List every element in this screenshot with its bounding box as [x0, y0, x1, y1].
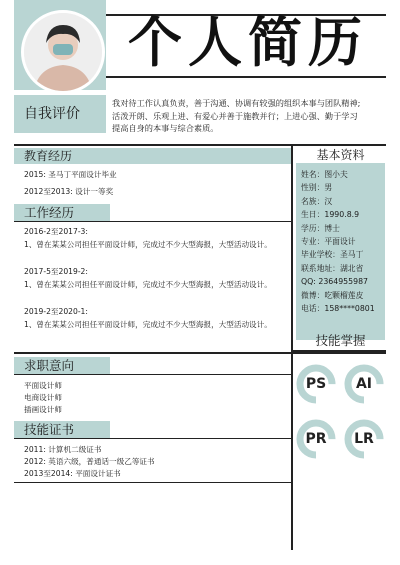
info-row-weibo: 微博：吃颗榴莲皮	[301, 290, 364, 300]
info-row-major: 专业：平面设计	[301, 237, 356, 247]
info-row-name: 姓名：图小夫	[301, 170, 348, 179]
skills-rule	[292, 350, 386, 352]
info-row-birthday: 生日：1990.8.9	[301, 210, 360, 220]
intention-item: 插画设计师	[24, 405, 62, 414]
skills-heading: 技能掌握	[315, 333, 366, 348]
work-desc: 1、曾在某某公司担任平面设计师，完成过不少大型海报，大型活动设计。	[24, 280, 272, 289]
info-row-phone: 电话：158****0801	[301, 304, 375, 314]
info-row-qq: QQ: 2364955987	[301, 277, 368, 287]
education-list	[24, 169, 117, 198]
self-eval-heading: 自我评价	[14, 95, 106, 133]
cert-item: 2011: 计算机二级证书	[24, 445, 102, 454]
intention-item: 电商设计师	[24, 393, 62, 402]
intention-heading: 求职意向	[14, 357, 110, 375]
work-desc: 1、曾在某某公司担任平面设计师，完成过不少大型海报，大型活动设计。	[24, 240, 272, 249]
education-heading-label: 教育经历	[24, 149, 73, 163]
info-row-gender: 性别：男	[301, 183, 333, 193]
info-row-ethnicity: 名族：汉	[301, 196, 333, 206]
education-heading	[14, 148, 291, 164]
info-row-address: 联系地址：湖北省	[301, 263, 364, 273]
skill-badge-ps	[296, 364, 336, 404]
cert-item: 2013至2014: 平面设计证书	[24, 469, 121, 478]
self-eval-text	[112, 97, 384, 135]
page-title: 个人简历	[128, 11, 368, 74]
certs-bottom-rule	[14, 482, 291, 483]
self-eval-line: 我对待工作认真负责，善于沟通、协调有较强的组织本事与团队精神;	[112, 98, 361, 108]
avatar	[21, 10, 105, 94]
self-eval-line: 提高自身的本事与综合素质。	[112, 123, 219, 133]
skill-badge-pr	[296, 419, 336, 459]
skill-label: PS	[305, 376, 327, 392]
intention-list	[24, 380, 62, 416]
basic-info-panel	[296, 163, 385, 340]
certs-list	[24, 444, 155, 480]
skill-badge-lr	[344, 419, 384, 459]
intention-rule	[14, 374, 291, 375]
certs-rule	[14, 438, 291, 439]
section-divider	[14, 144, 386, 146]
basic-info-heading: 基本资料	[316, 148, 365, 162]
education-item: 2015: 圣马丁平面设计毕业	[24, 170, 117, 179]
skill-label: PR	[305, 431, 327, 447]
self-eval-line: 活泼开朗、乐观上进、有爱心并善于施教并行；上进心强、勤于学习	[112, 110, 358, 121]
work-period: 2017-5至2019-2:	[24, 267, 88, 276]
intention-item: 平面设计师	[24, 381, 62, 390]
work-heading: 工作经历	[14, 204, 110, 222]
column-divider	[291, 146, 293, 550]
certs-heading: 技能证书	[14, 421, 110, 439]
work-period: 2019-2至2020-1:	[24, 307, 88, 316]
education-item: 2012至2013: 设计一等奖	[24, 187, 114, 196]
work-rule	[14, 221, 291, 222]
info-row-school: 毕业学校：圣马丁	[301, 250, 364, 260]
cert-item: 2012: 英语六级，普通话一级乙等证书	[24, 457, 155, 466]
work-desc: 1、曾在某某公司担任平面设计师，完成过不少大型海报，大型活动设计。	[24, 320, 272, 329]
work-period: 2016-2至2017-3:	[24, 227, 88, 236]
skill-label: LR	[354, 431, 374, 447]
person-photo-icon	[24, 13, 102, 91]
info-row-degree: 学历：博士	[301, 223, 340, 233]
section-divider	[14, 352, 386, 354]
work-list	[24, 226, 272, 331]
skill-badge-ai	[344, 364, 384, 404]
skill-label: AI	[355, 376, 373, 392]
